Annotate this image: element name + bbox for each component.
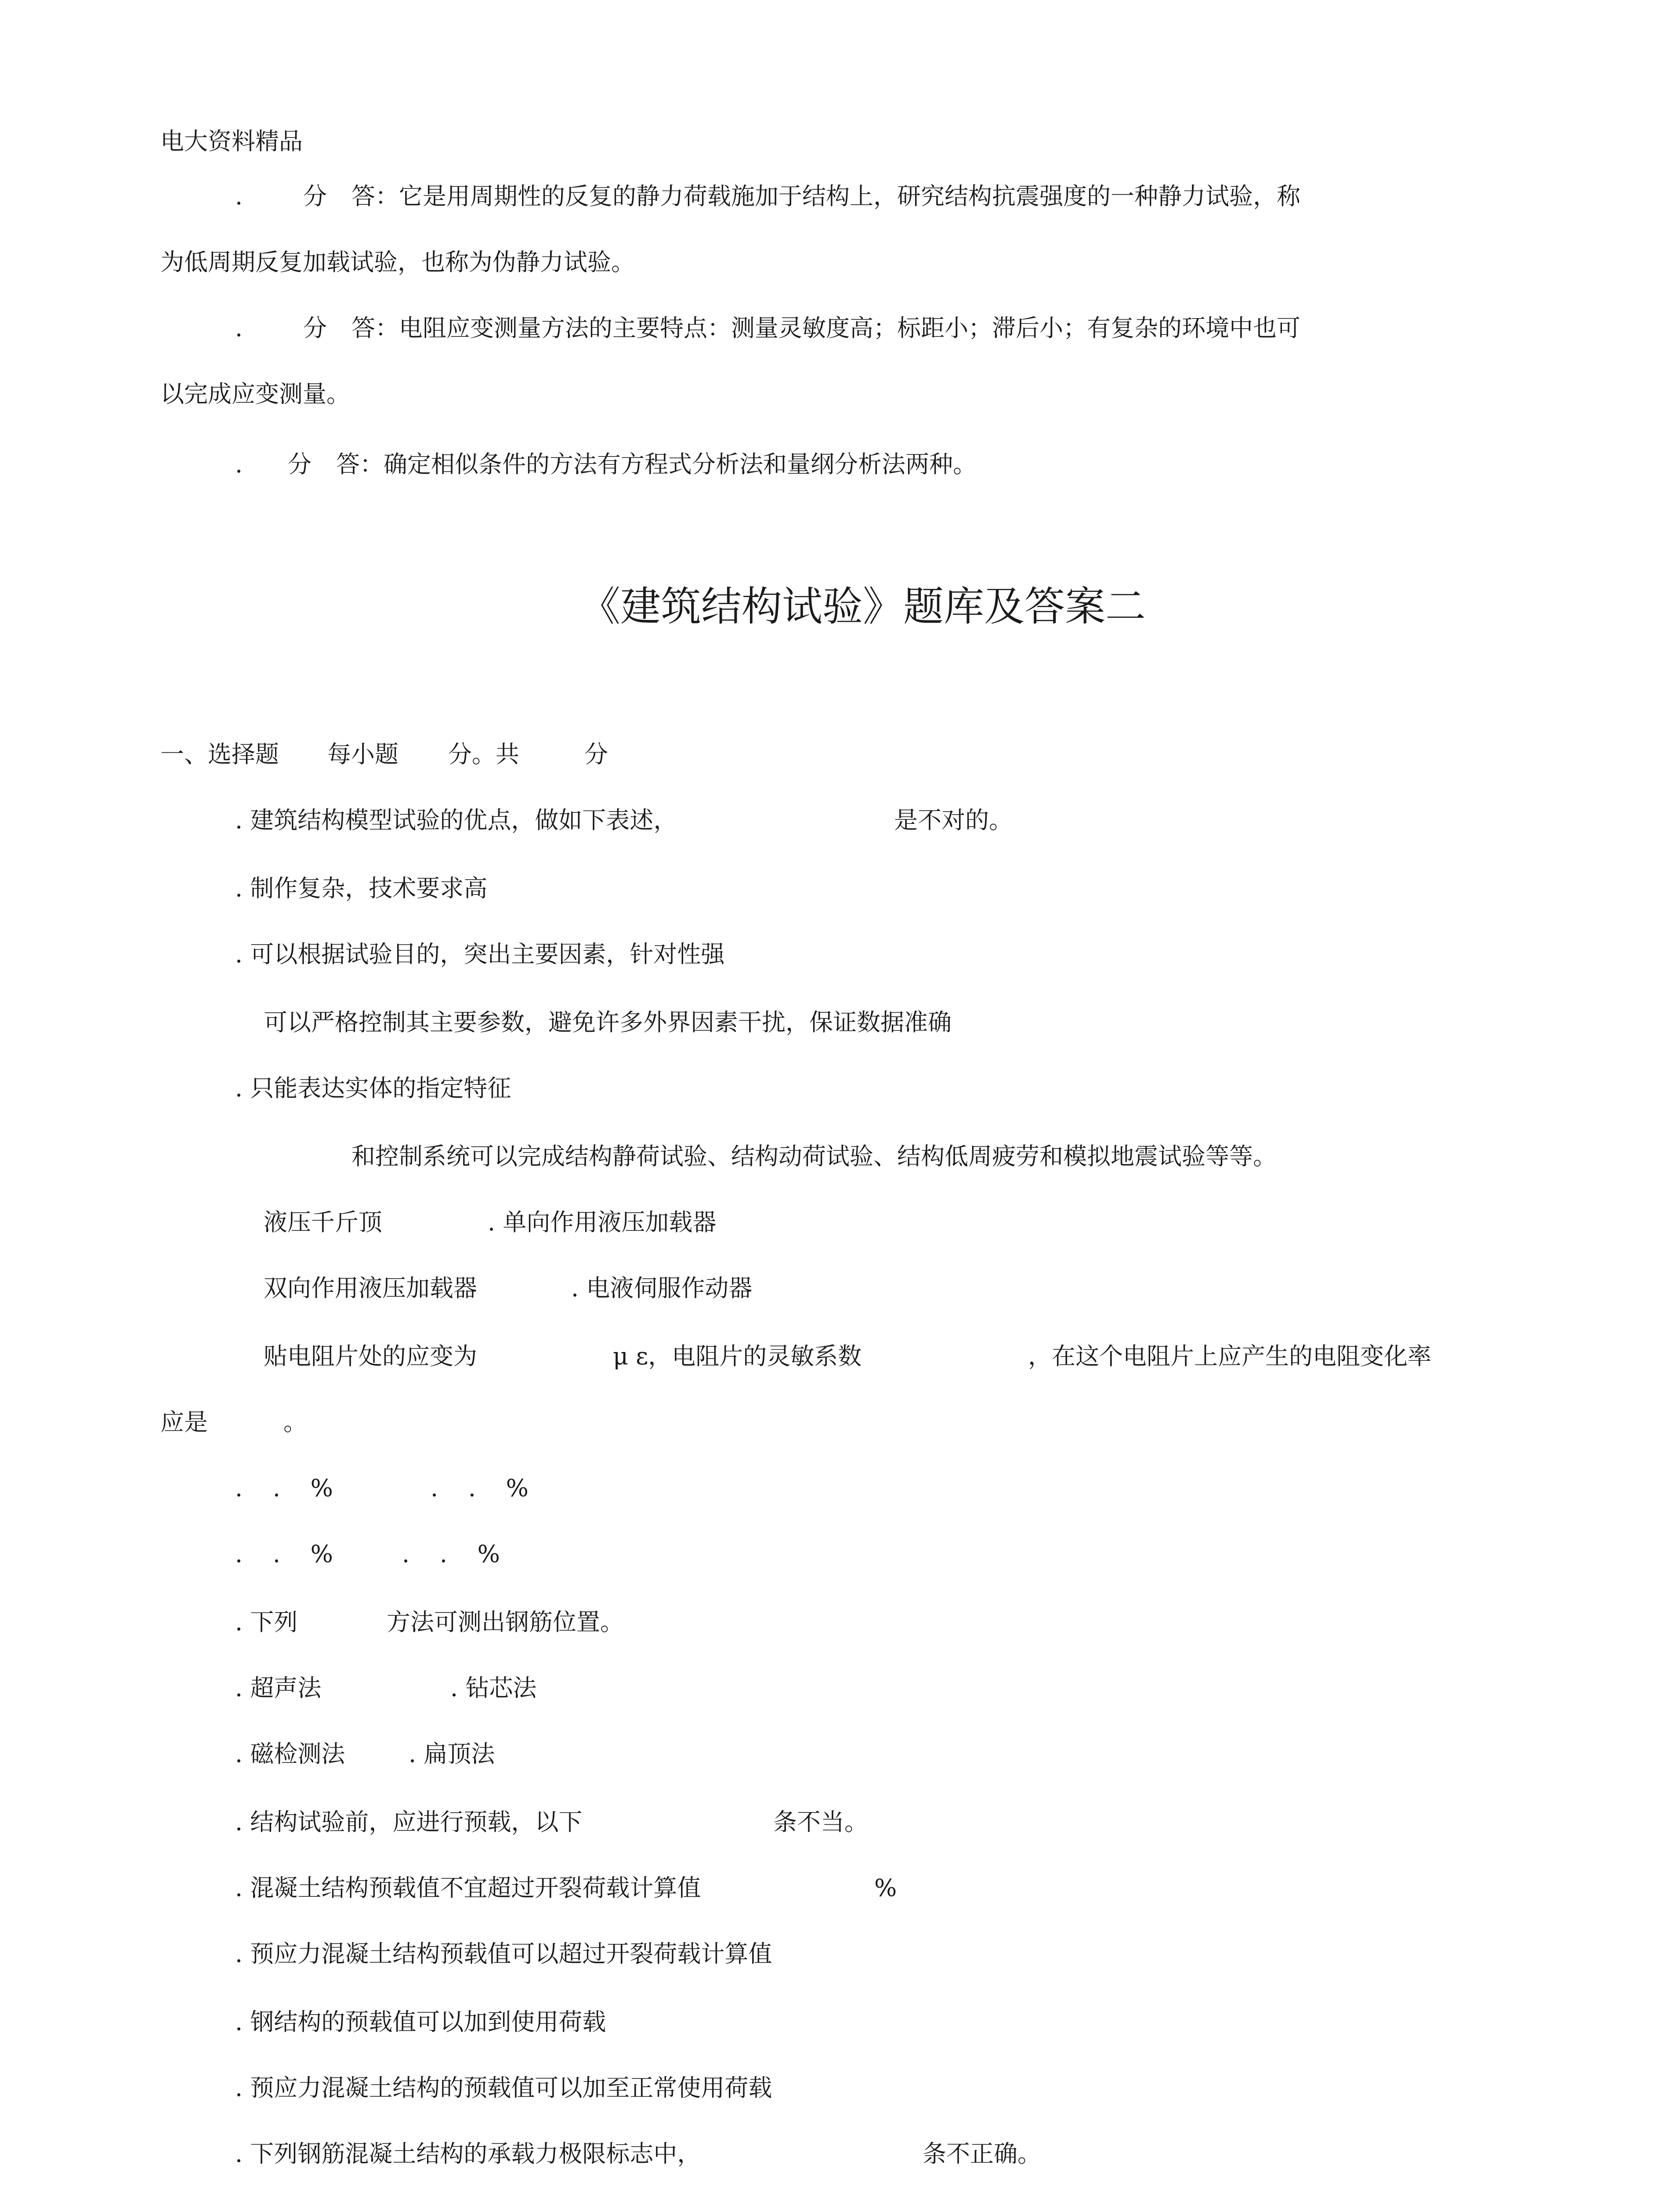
question-5-stem-a: . 结构试验前，应进行预载，以下 (235, 1808, 583, 1836)
question-6-stem-a: . 下列钢筋混凝土结构的承载力极限标志中， (235, 2140, 701, 2168)
question-3-option-c: . . % (235, 1540, 333, 1568)
answer-dot-1: . (235, 182, 243, 210)
document-title: 《建筑结构试验》题库及答案二 (580, 583, 1146, 630)
question-1-stem-tail: 是不对的。 (894, 806, 1013, 834)
answer-label-2: 分 (303, 314, 327, 342)
answer-text-1-cont: 为低周期反复加载试验，也称为伪静力试验。 (160, 248, 635, 276)
question-4-option-b: . 钻芯法 (450, 1674, 537, 1702)
question-5-option-b: . 预应力混凝土结构预载值可以超过开裂荷载计算值 (235, 1940, 772, 1968)
section-heading-points: 分 (584, 740, 608, 768)
question-3-stem-a: 贴电阻片处的应变为 (264, 1342, 477, 1370)
answer-text-1: 答：它是用周期性的反复的静力荷载施加于结构上，研究结构抗震强度的一种静力试验，称 (351, 182, 1300, 210)
question-2-option-b: . 单向作用液压加载器 (488, 1208, 717, 1236)
question-1-option-d: . 只能表达实体的指定特征 (235, 1074, 511, 1102)
question-2-option-d: . 电液伺服作动器 (571, 1274, 753, 1302)
question-4-stem-a: . 下列 (235, 1608, 298, 1636)
question-1-stem: . 建筑结构模型试验的优点，做如下表述， (235, 806, 677, 834)
question-3-stem-c: ，在这个电阻片上应产生的电阻变化率 (1028, 1342, 1431, 1370)
question-2-option-a: 液压千斤顶 (264, 1208, 382, 1236)
question-1-option-a: . 制作复杂，技术要求高 (235, 874, 488, 902)
answer-label-3: 分 (288, 450, 311, 478)
answer-text-2-cont: 以完成应变测量。 (160, 380, 350, 408)
section-heading-total: 分。共 (448, 740, 519, 768)
question-3-stem-e: 。 (283, 1408, 307, 1436)
question-4-option-a: . 超声法 (235, 1674, 322, 1702)
page-header: 电大资料精品 (160, 127, 303, 155)
question-2-stem: 和控制系统可以完成结构静荷试验、结构动荷试验、结构低周疲劳和模拟地震试验等等。 (351, 1142, 1277, 1170)
question-5-stem-b: 条不当。 (773, 1808, 868, 1836)
question-5-option-c: . 钢结构的预载值可以加到使用荷载 (235, 2008, 606, 2036)
question-2-option-c: 双向作用液压加载器 (264, 1274, 477, 1302)
question-1-option-b: . 可以根据试验目的，突出主要因素，针对性强 (235, 940, 725, 968)
question-3-option-b: . . % (431, 1474, 529, 1502)
answer-dot-2: . (235, 314, 243, 342)
question-6-stem-b: 条不正确。 (923, 2140, 1041, 2168)
question-3-option-a: . . % (235, 1474, 333, 1502)
answer-label-1: 分 (303, 182, 327, 210)
question-1-option-c: 可以严格控制其主要参数，避免许多外界因素干扰，保证数据准确 (264, 1008, 952, 1036)
section-heading: 一、选择题 (160, 740, 279, 768)
section-heading-per-item: 每小题 (327, 740, 398, 768)
question-4-option-d: . 扁顶法 (409, 1740, 495, 1768)
question-5-option-a: . 混凝土结构预载值不宜超过开裂荷载计算值 (235, 1874, 701, 1902)
question-4-stem-b: 方法可测出钢筋位置。 (387, 1608, 624, 1636)
question-3-stem-b: μ ε，电阻片的灵敏系数 (613, 1342, 862, 1370)
answer-dot-3: . (235, 450, 243, 478)
question-3-stem-d: 应是 (160, 1408, 208, 1436)
question-3-option-d: . . % (402, 1540, 500, 1568)
question-5-option-a-unit: % (874, 1874, 897, 1902)
question-5-option-d: . 预应力混凝土结构的预载值可以加至正常使用荷载 (235, 2074, 772, 2102)
answer-text-3: 答：确定相似条件的方法有方程式分析法和量纲分析法两种。 (336, 450, 977, 478)
question-4-option-c: . 磁检测法 (235, 1740, 345, 1768)
answer-text-2: 答：电阻应变测量方法的主要特点：测量灵敏度高；标距小；滞后小；有复杂的环境中也可 (351, 314, 1300, 342)
